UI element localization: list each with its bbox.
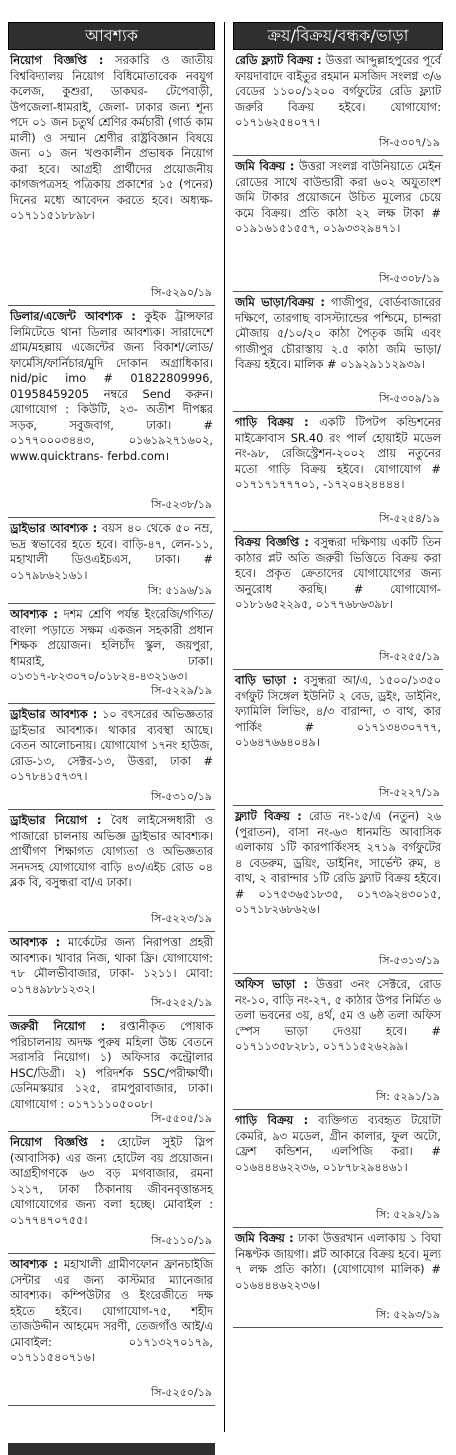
classified-ad bbox=[8, 518, 215, 604]
ad-body: মার্কেটের জন্য নিরাপত্তা প্রহরী আবশ্যক। খাবার নিজ, থাকা ফ্রি। যোগাযোগ: ৭৮ মৌলভীবাজার, ঢাকা- ১২১১। মোবা: ০১৭৪৯৮৮১২৩২। bbox=[10, 936, 214, 996]
classified-ad bbox=[8, 704, 215, 810]
ad-title: আবশ্যক : bbox=[10, 1258, 59, 1271]
ad-title: গাড়ি বিক্রয় : bbox=[235, 416, 309, 429]
ad-title: গাড়ি বিক্রয় : bbox=[235, 1114, 309, 1127]
classified-ad bbox=[8, 1132, 215, 1254]
ad-body: বয়স ৪০ থেকে ৫০ নম্র, ভদ্র স্বভাবের হতে হবে। বাড়ি-৪৭, লেন-১১, মহাখালী ডিওএইচএস, ঢাকা। # ০১৭৯৮৬২১৬১। bbox=[10, 522, 213, 582]
ad-body: দশম শ্রেণি পর্যন্ত ইংরেজি/গণিত/বাংলা পড়াতে সক্ষম একজন সহকারী প্রধান শিক্ষক প্রয়োজন। হলিচাঁদ স্কুল, জয়পুরা, ধামরাই, ঢাকা। ০১৩১৭-৮২৩০৭০/০১৮২৪-৪৩২১৬৩। bbox=[10, 608, 214, 683]
ad-title: জমি ভাড়া/বিক্রয় : bbox=[235, 296, 325, 309]
ad-title: রেডি ফ্ল্যাট বিক্রয় : bbox=[235, 54, 322, 67]
classified-ad bbox=[233, 670, 443, 806]
ad-body: রপ্তানীকৃত পোষাক পরিচালনায় অদক্ষ পুরুষ মহিলা উচ্চ বেতনে সরাসরি নিয়োগ। ১) অফিসার কন্ট্রোলার HSC/ডিগ্রী। ২) পরিদর্শক SSC/পরীক্ষার্থী। ডেনিমস্কয়ার ১২৫, রামপুরাবাজার, ঢাকা। যোগাযোগ : ০১৭১১১০৫০০৮। bbox=[10, 1020, 214, 1111]
ad-body: সরকারি ও জাতীয় বিশ্ববিদ্যালয় নিয়োগ বিধিমোতাবেক নবযুগ কলেজ, কুশুরা, ডাকঘর- টেপেবাড়ী, উপজেলা-ধামরাই, জেলা- ঢাকার জন্য শূন্য পদে ০১ জন চতুর্থ শ্রেণির কর্মচারী (গার্ড কাম মালী) ও সম্মান শ্রেণীর রাষ্ট্রবিজ্ঞান বিষয়ে জন্য ০১ জন খণ্ডকালীন প্রভাষক নিয়োগ করা হবে। আগ্রহী প্রার্থীদের প্রয়োজনীয় কাগজপত্রসহ পত্রিকায় প্রকাশের ১৫ (পনের) দিনের মধ্যে আবেদন করতে হবে। অধ্যক্ষ- ০১৭১১৫১৮৮৯৮। bbox=[10, 54, 213, 222]
ad-body: উত্তরা আব্দুল্লাহপুরের পূর্বে ফায়দাবাদে বাইতুর রহমান মসজিদ সংলগ্ন ৩/৬ বেডের ১১০০/১২০০ বর্গফুটের রেডি ফ্ল্যাট জরুরি বিক্রয় হইবে। যোগাযোগ: ০১৭১৬২৫৪০৭৭। bbox=[235, 54, 441, 129]
right-column bbox=[233, 22, 443, 1328]
left-column bbox=[8, 22, 215, 1406]
ad-body: কুইক ট্রান্সফার লিমিটেডে থানা ডিলার আবশ্যক। সারাদেশে গ্রাম/মহল্লায় এজেন্টের জন্য বিকাশ/লোড/ ফার্মেসি/ফার্নিচার/মুদি দোকান অগ্রাধিকার। nid/pic imo # 01822809996, 01958459205 নম্বরে Send করুন। যোগাযোগ : কিউটি, ২৩- অতীশ দীপঙ্কর সড়ক, সবুজবাগ, ঢাকা। # ০১৭৭০০০৩৪৪৩, ০১৬১৯২৭১৬০২, www.quicktrans- ferbd.com। bbox=[10, 310, 214, 463]
ad-title: আবশ্যক : bbox=[10, 608, 58, 621]
ad-code: সি: ৫২৯২/১৯ bbox=[375, 1208, 440, 1221]
ad-title: ডিলার/এজেন্ট আবশ্যক : bbox=[10, 310, 136, 323]
ad-body: উত্তরা ৩নং সেক্টরে, রোড নং-১০, বাড়ি নং-২৭, ৫ কাঠার উপর নির্মিত ৬ তলা ভবনের ৩য়, ৪র্থ, ৫ম ও ৬ষ্ঠ তলা অফিস স্পেস ভাড়া দেওয়া হবে। # ০১৭১১৩৫৮২৮১, ০১৭১১৫২৬২৯৯। bbox=[235, 978, 441, 1053]
ad-code: সি-৫২৩৮/১৯ bbox=[151, 498, 212, 511]
ad-code: সি-৫২৫২/১৯ bbox=[151, 996, 212, 1009]
ad-code: সি: ৫২৯১/১৯ bbox=[375, 1090, 440, 1103]
classified-ad bbox=[8, 604, 215, 704]
ad-code: সি-৫২৫০/১৯ bbox=[151, 1386, 212, 1399]
classified-ad bbox=[233, 50, 443, 156]
classified-ad bbox=[233, 1228, 443, 1328]
ad-body: বসুন্ধরা দক্ষিণায় একটি তিন কাঠার প্লট অতি জরুরী ভিত্তিতে বিক্রয় করা হবে। প্রকৃত ক্রেতাদের যোগাযোগের জন্য অনুরোধ করছি। # যোগাযোগ- ০১৮১৬৫২২৯৫, ০১৭৭৬৮৬৩৯৮। bbox=[235, 536, 441, 611]
ad-code: সি-৫৩১০/১৯ bbox=[151, 790, 212, 803]
ad-body: বসুন্ধরা আ/এ, ১৫০০/১৩৫০ বর্গফুট সিঙ্গেল ইউনিট ২ বেড, ড্রইং, ডাইনিং, ফ্যামিলি লিভিং, ৪/৩ বারান্দা, ৩ বাথ, কার পার্কিং # ০১৭১৩৪৩০৭৭৭, ০১৬৪৭৬৬৪০৪৯। bbox=[235, 674, 441, 749]
classified-ad bbox=[233, 1110, 443, 1228]
ad-body: বৈধ লাইসেন্সধারী ও পাজারো চালনায় অভিজ্ঞ ড্রাইভার আবশ্যক। প্রার্থীগণ শিক্ষাগত যোগ্যতা ও অভিজ্ঞতার সনদসহ যোগাযোগ বাড়ি ৪৩/এইচ রোড ০৪ ব্লক বি, বসুন্ধরা বা/এ ঢাকা। bbox=[10, 814, 214, 889]
classified-ad bbox=[233, 412, 443, 532]
ad-code: সি-৫২৫৪/১৯ bbox=[379, 512, 440, 525]
next-section-header-bar bbox=[8, 1443, 215, 1455]
ad-code: সি-৫৩০৯/১৯ bbox=[379, 392, 440, 405]
ad-title: জমি বিক্রয় : bbox=[235, 160, 295, 173]
right-column-header: ক্রয়/বিক্রয়/বন্ধক/ভাড়া bbox=[233, 22, 443, 50]
ad-code: সি: ৫২৯৩/১৯ bbox=[375, 1308, 440, 1321]
ad-code: সি-৫২৫৫/১৯ bbox=[379, 650, 440, 663]
classified-ad bbox=[233, 156, 443, 292]
classified-ad bbox=[8, 50, 215, 306]
ad-body: একটি টিপটপ কন্ডিশনের মাইক্রোবাস SR.40 রং পার্ল হোয়াইট মডেল নং-৯৮, রেজিস্ট্রেশন-২০০২ প্রায় নতুনের মতো গাড়ি বিক্রয় হইবে। যোগাযোগ # ০১৭১৭১৭৭৭০১, -১৭২০৪২৪৪৪৪। bbox=[235, 416, 441, 491]
classified-ad bbox=[8, 1254, 215, 1406]
ad-code: সি-৫২২৩/১৯ bbox=[151, 912, 212, 925]
ad-body: উত্তরা সংলগ্ন বাউনিয়াতে মেইন রোডের সাথে বাউন্ডারী করা ৬০২ অযুতাংশ জমি টাকার প্রয়োজনে উচিত মূল্যের চেয়ে কমে বিক্রয়। প্রতি কাঠা ২২ লক্ষ টাকা # ০১৯১৬১৫১৫৫৭, ০১৯৩৩২৯৪৭১। bbox=[235, 160, 441, 235]
ad-title: ড্রাইভার আবশ্যক : bbox=[10, 708, 98, 721]
ad-title: বিক্রয় বিজ্ঞপ্তি : bbox=[235, 536, 309, 549]
classified-ad bbox=[8, 1016, 215, 1132]
classified-ad bbox=[233, 532, 443, 670]
ad-body: ঢাকা উত্তরখান এলাকায় ১ বিঘা নিষ্কণ্টক জায়গা। প্লট আকারে বিক্রয় হবে। মূল্য ৭ লক্ষ প্রতি কাঠা। (যোগাযোগ মালিক) # ০১৬৪৪৪৬২২৩৬। bbox=[235, 1232, 442, 1292]
ad-code: সি-৫৩১৩/১৯ bbox=[379, 954, 440, 967]
ad-title: ফ্ল্যাট বিক্রয় : bbox=[235, 810, 302, 823]
classified-ad bbox=[233, 292, 443, 412]
ad-code: সি-৫২২৯/১৯ bbox=[151, 684, 212, 697]
ad-code: সি-৫৩০৮/১৯ bbox=[379, 272, 440, 285]
ad-code: সি-৫১১০/১৯ bbox=[151, 1234, 212, 1247]
ad-title: নিয়োগ বিজ্ঞপ্তি : bbox=[10, 1136, 105, 1149]
ad-body: রোড নং-১৫/এ (নতুন) ২৬ (পুরাতন), বাসা নং-৬৩ ধানমন্ডি আবাসিক এলাকায় ১টি কারপার্কিংসহ ২৭১৯ বর্গফুটের ৪ বেডরুম, ড্রয়িং, ডাইনিং, সার্ভেন্ট রুম, ৪ বাথ, ২ বারান্দার ১টি রেডি ফ্ল্যাট বিক্রয় হইবে। # ০১৭৫৩৬৫১৮৩৫, ০১৭৩৯২৪৩০১৫, ০১৭১৮২৬৮৬২৬। bbox=[235, 810, 442, 916]
ad-title: ড্রাইভার আবশ্যক : bbox=[10, 522, 98, 535]
ad-title: ড্রাইভার নিয়োগ : bbox=[10, 814, 102, 827]
ad-body: ১০ বৎসরের অভিজ্ঞতার ড্রাইভার আবশ্যক। থাকার ব্যবস্থা আছে। বেতন আলোচনায়। যোগাযোগ ১৭নং হাউজ, রোড-১৩, সেক্টর-১৩, উত্তরা, ঢাকা # ০১৭৮৪১৫৭৩৭। bbox=[10, 708, 213, 783]
ad-title: নিয়োগ বিজ্ঞপ্তি : bbox=[10, 54, 104, 67]
ad-title: জরুরী নিয়োগ : bbox=[10, 1020, 106, 1033]
ad-body: মহাখালী গ্রামীণফোন ফ্রানচাইজি সেন্টার এর জন্য কাস্টমার ম্যানেজার আবশ্যক। কম্পিউটার ও ইংরেজীতে দক্ষ হইতে হইবে। যোগাযোগ-৭৫, শহীদ তাজউদ্দীন আহমেদ সরণী, তেজগাঁও আই/এ মোবাইল: ০১৭১৩২৭০১৭৯, ০১৭১১৫৪০৭১৬। bbox=[10, 1258, 214, 1364]
left-column-header: আবশ্যক bbox=[8, 22, 215, 50]
ad-body: হোটেল সুইট স্লিপ (আবাসিক) এর জন্য হোটেল বয় প্রয়োজন। আগ্রহীগণকে ৬৩ বড় মগবাজার, রমনা ১২১৭, ঢাকা ঠিকানায় জীবনবৃত্তান্তসহ যোগাযোগের জন্য বলা হচ্ছে। মোবাইল : ০১৭৭৪৭০৭৫৫। bbox=[10, 1136, 213, 1227]
ad-title: আবশ্যক : bbox=[10, 936, 61, 949]
column-divider bbox=[224, 22, 225, 1432]
classified-ad bbox=[233, 974, 443, 1110]
classified-ad bbox=[8, 932, 215, 1016]
classified-ad bbox=[233, 806, 443, 974]
ad-code: সি-৫২২৭/১৯ bbox=[379, 786, 440, 799]
ad-code: সি-৫২৯০/১৯ bbox=[151, 286, 212, 299]
ad-body: গাজীপুর, বোর্ডবাজারের দক্ষিণে, তারগাছ বাসস্ট্যান্ডের পশ্চিমে, চান্দরা মৌজায় ৫/১০/২০ কাঠা পৈতৃক জমি এবং গাজীপুর চৌরাস্তায় ২.৫ কাঠা জমি ভাড়া/বিক্রয় হইবে। মালিক # ০১৯২৯১১২৯৩৯। bbox=[235, 296, 441, 371]
ad-code: সি-৫৫০৫/১৯ bbox=[151, 1112, 212, 1125]
ad-code: সি: ৫১৯৬/১৯ bbox=[147, 584, 212, 597]
ad-title: বাড়ি ভাড়া : bbox=[235, 674, 298, 687]
ad-body: ব্যক্তিগত ব্যবহৃত টয়োটা কেমরি, ৯৩ মডেল, গ্রীন কালার, ফুল অটো, ফ্রেশ কন্ডিশন, এলপিজি করা। # ০১৬৪৪৪৬২২৩৬, ০১৮৭৮২৯৪৪৬১। bbox=[235, 1114, 442, 1174]
ad-title: জমি বিক্রয় : bbox=[235, 1232, 294, 1245]
classified-ad bbox=[8, 810, 215, 932]
classified-ad bbox=[8, 306, 215, 518]
ad-code: সি-৫৩০৭/১৯ bbox=[379, 136, 440, 149]
ad-title: অফিস ভাড়া : bbox=[235, 978, 309, 991]
